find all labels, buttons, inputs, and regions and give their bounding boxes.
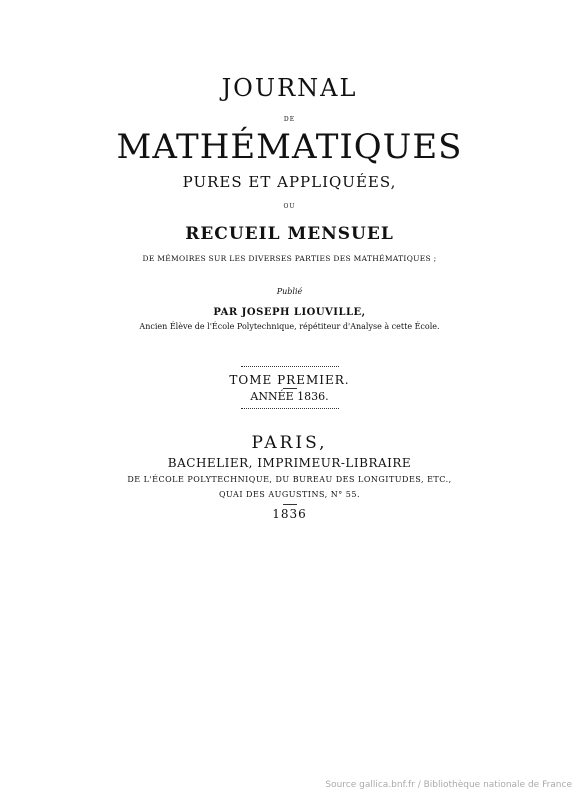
- publication-year: 1836: [272, 507, 307, 521]
- subtitle: PURES ET APPLIQUÉES,: [182, 173, 397, 191]
- editor-description: Ancien Élève de l'École Polytechnique, répétiteur d'Analyse à cette École.: [139, 322, 440, 331]
- publisher-description: DE L'ÉCOLE POLYTECHNIQUE, DU BUREAU DES LONGITUDES, ETC.,: [127, 475, 452, 484]
- publisher-name: BACHELIER, IMPRIMEUR-LIBRAIRE: [167, 456, 412, 470]
- journal-title-de: DE: [283, 116, 296, 123]
- conjunction-ou: OU: [283, 203, 296, 210]
- divider-top: [241, 366, 339, 367]
- divider-bottom: [241, 408, 339, 409]
- publisher-address: QUAI DES AUGUSTINS, N° 55.: [219, 490, 360, 499]
- city: PARIS,: [251, 433, 328, 453]
- memoires-line: DE MÉMOIRES SUR LES DIVERSES PARTIES DES MATHÉMATIQUES ;: [142, 254, 437, 263]
- divider-year: [283, 504, 297, 505]
- editor-name: PAR JOSEPH LIOUVILLE,: [213, 307, 366, 318]
- journal-title: JOURNAL: [221, 74, 358, 102]
- year-label: ANNÉE 1836.: [250, 390, 329, 403]
- main-title: MATHÉMATIQUES: [116, 127, 463, 167]
- source-credit: Source gallica.bnf.fr / Bibliothèque nationale de France: [325, 780, 572, 790]
- publie-label: Publié: [276, 287, 303, 296]
- recueil-title: RECUEIL MENSUEL: [185, 224, 394, 244]
- volume-label: TOME PREMIER.: [229, 373, 350, 387]
- divider-short: [283, 388, 297, 389]
